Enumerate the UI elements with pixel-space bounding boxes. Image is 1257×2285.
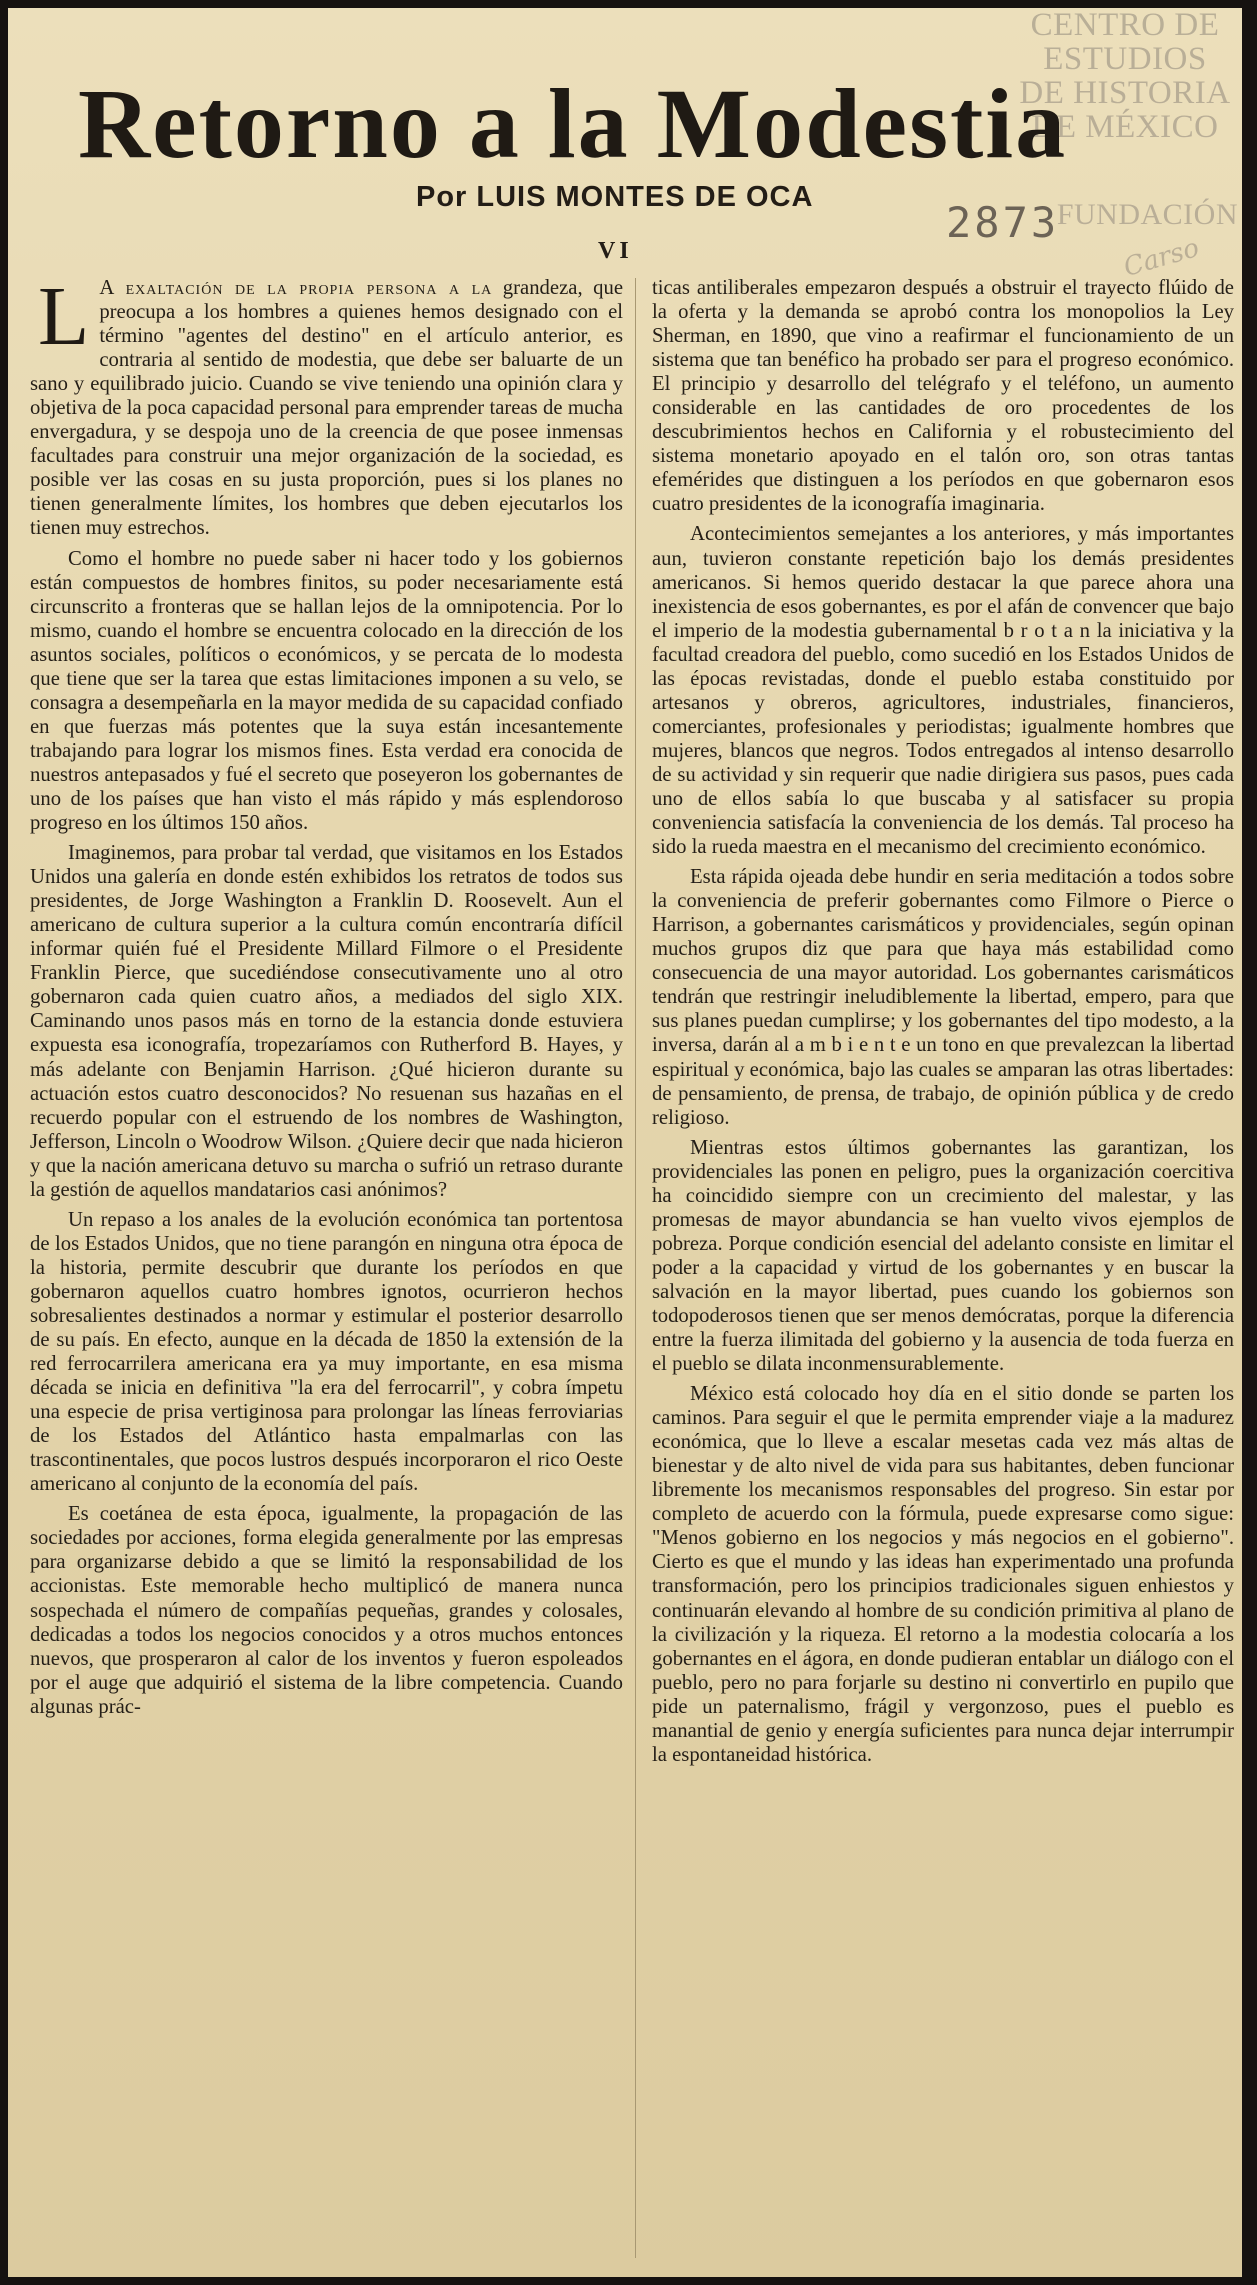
paragraph-text: grandeza, que preocupa a los hombres a quienes hemos designado con el término "agentes del destino" en el artículo anterior, es contraria al sentido de modestia, que debe ser baluarte de un sano y equilibrado juicio. Cuando se vive teniendo una opinión clara y objetiva de la poca capacidad personal para emprender tareas de mucha envergadura, y se despoja uno de la creencia de que posee inmensas facultades para construir una mejor organización de la sociedad, es posible ver las cosas en su justa proporción, pues si los planes no tienen generalmente límites, los hombres que deben ejecutarlos los tienen muy estrechos. (30, 277, 623, 540)
paragraph: Esta rápida ojeada debe hundir en seria meditación a todos sobre la conveniencia de preferir gobernantes como Filmore o Pierce o Harrison, a gobernantes carismáticos y providenciales, según opinan muchos grupos diz que para que haya más estabilidad como consecuencia de una mayor autoridad. Los gobernantes carismáticos tendrán que restringir ineludiblemente la libertad, empero, para que sus planes puedan cumplirse; y los gobernantes del tipo modesto, a la inversa, darán al a m b i e n t e un tono en que prevalezcan la libertad espiritual y económica, bajo las cuales se amparan las otras libertades: de pensamiento, de prensa, de trabajo, de opinión pública y de credo religioso. (652, 866, 1234, 1129)
left-column (30, 276, 623, 2261)
paragraph: Acontecimientos semejantes a los anteriores, y más importantes aun, tuvieron constante repetición bajo los demás presidentes americanos. Si hemos querido destacar la que parece ahora una inexistencia de esos gobernantes, es por el afán de convencer que bajo el imperio de la modestia gubernamental b r o t a n la iniciativa y la facultad creadora del pueblo, como sucedió en los Estados Unidos de las épocas revistadas, donde el pueblo estaba constituido por artesanos y obreros, agricultores, industriales, financieros, comerciantes, profesionales y periodistas; igualmente hombres que mujeres, blancos que negros. Todos entregados al intenso desarrollo de su actividad y sin requerir que nadie dirigiera sus pasos, pues cada uno de ellos sabía lo que buscaba y al satisfacer su propia conveniencia satisfacía la conveniencia de los demás. Tal proceso ha sido la rueda maestra en el mecanismo del crecimiento económico. (652, 523, 1234, 859)
paragraph: Mientras estos últimos gobernantes las garantizan, los providenciales las ponen en peligro, pues la organización coercitiva ha coincidido siempre con un crecimiento del malestar, y las promesas de mayor abundancia se han vuelto vivos ejemplos de pobreza. Porque condición esencial del adelanto consiste en limitar el poder a la capacidad y virtud de los gobernantes y en buscar la salvación en la mayor libertad, pues cuando los gobiernos son todopoderosos tienen que ser menos demócratas, porque la diferencia entre la fuerza ilimitada del gobierno y la ausencia de toda fuerza en el pueblo se dilata inconmensurablemente. (652, 1136, 1234, 1376)
stamp-line: DE HISTORIA (1019, 75, 1231, 111)
stamp-line: FUNDACIÓN (1056, 198, 1238, 231)
stamp-line: ESTUDIOS (1043, 41, 1207, 77)
paragraph (30, 276, 623, 541)
article-title: Retorno a la Modestia (78, 68, 1068, 179)
part-number: VI (598, 238, 633, 264)
paragraph: ticas antiliberales empezaron después a obstruir el trayecto flúido de la oferta y la demanda se aprobó contra los monopolios la Ley Sherman, en 1890, que vino a reafirmar el funcionamiento de un sistema que tan benéfico ha probado ser para el progreso económico. El principio y desarrollo del telégrafo y el teléfono, un aumento considerable en las cantidades de oro procedentes de los descubrimientos hechos en California y el robustecimiento del sistema monetario apoyado en el talón oro, son otras tantas efemérides que distinguen a los períodos en que gobernaron esos cuatro presidentes de la iconografía imaginaria. (652, 277, 1234, 516)
stamp-line: CENTRO DE (1030, 8, 1220, 43)
right-column (652, 276, 1234, 2261)
paragraph: Como el hombre no puede saber ni hacer todo y los gobiernos están compuestos de hombres finitos, su poder necesariamente está circunscrito a fronteras que se hallan lejos de la omnipotencia. Por lo mismo, cuando el hombre se encuentra colocado en la dirección de los asuntos sociales, políticos o económicos, y se percata de lo modesta que tiene que ser la tarea que estas limitaciones imponen a su velo, se consagra a desempeñarla en la mayor medida de su capacidad confiado en que fuerzas más potentes que la suya están incesantemente trabajando para lograr los mismos fines. Esta verdad era conocida de nuestros antepasados y fué el secreto que poseyeron los gobernantes de uno de los países que han visto el más rápido y más esplendoroso progreso en los últimos 150 años. (30, 547, 623, 835)
paragraph: Es coetánea de esta época, igualmente, la propagación de las sociedades por acciones, forma elegida generalmente por las empresas para organizarse debido a que se limitó la responsabilidad de los accionistas. Este memorable hecho multiplicó de manera nunca sospechada el número de compañías pequeñas, grandes y colosales, dedicadas a todos los negocios conocidos y a otros muchos entonces nuevos, que prosperaron al calor de los inventos y fueron espoleados por el auge que adquirió el sistema de la libre competencia. Cuando algunas prác- (30, 1503, 623, 1718)
newspaper-clipping (8, 8, 1242, 2277)
paragraph: México está colocado hoy día en el sitio donde se parten los caminos. Para seguir el que le permita emprender viaje a la madurez económica, que lo lleve a escalar mesetas cada vez más altas de bienestar y de alto nivel de vida para sus habitantes, deben funcionar libremente los mecanismos responsables del progreso. Sin estar por completo de acuerdo con la fórmula, puede expresarse como sigue: "Menos gobierno en los negocios y más negocios en el gobierno". Cierto es que el mundo y las ideas han experimentado una profunda transformación, pero los principios tradicionales siguen enhiestos y continuarán elevando al hombre de su condición primitiva al plano de la civilización y la riqueza. El retorno a la modestia colocaría a los gobernantes en el ágora, en donde pudieran entablar un diálogo con el pueblo, pero no para forjarle su destino ni convertirlo en pupilo que pide un paternalismo, frágil y vergonzoso, pues el pueblo es manantial de genio y energía suficientes para nunca dejar interrumpir la espontaneidad histórica. (652, 1383, 1234, 1766)
paragraph: Imaginemos, para probar tal verdad, que visitamos en los Estados Unidos una galería en donde estén exhibidos los retratos de todos sus presidentes, de Jorge Washington a Franklin D. Roosevelt. Aun el americano de cultura superior a la cultura común encontraría difícil informar quién fué el Presidente Millard Filmore o el Presidente Franklin Pierce, que sucediéndose consecutivamente uno al otro gobernaron cada quien cuatro años, a mediados del siglo XIX. Caminando unos pasos más en torno de la estancia donde estuviera expuesta esa iconografía, tropezaríamos con Rutherford B. Hayes, y más adelante con Benjamin Harrison. ¿Qué hicieron durante su actuación estos cuatro desconocidos? No resuenan sus hazañas en el recuerdo popular con el estruendo de los nombres de Washington, Jefferson, Lincoln o Woodrow Wilson. ¿Quiere decir que nada hicieron y que la nación americana detuvo su marcha o sufrió un retraso durante la gestión de aquellos mandatarios casi anónimos? (30, 842, 623, 1201)
file-number: 2873 (946, 198, 1060, 247)
column-divider (635, 278, 636, 2258)
article-byline: Por LUIS MONTES DE OCA (416, 181, 814, 213)
drop-cap: L (38, 276, 90, 363)
handwritten-signature: Carso (1120, 232, 1203, 284)
paragraph: Un repaso a los anales de la evolución económica tan portentosa de los Estados Unidos, que no tiene parangón en ninguna otra época de la historia, permite descubrir que durante los períodos en que gobernaron aquellos cuatro hombres ignotos, ocurrieron hechos sobresalientes destinados a normar y estimular el posterior desarrollo de su país. En efecto, aunque en la década de 1850 la extensión de la red ferrocarrilera americana era ya muy importante, en esa misma década se inicia en definitiva "la era del ferrocarril", y cobra ímpetu una especie de prisa vertiginosa para prolongar las líneas ferroviarias de los Estados del Atlántico hasta empalmarlas con las trascontinentales, que pocos lustros después incorporaron el rico Oeste americano al conjunto de la economía del país. (30, 1208, 623, 1496)
lead-in: A exaltación de la propia persona a la (99, 277, 493, 299)
stamp-line: DE MÉXICO (1031, 109, 1219, 145)
